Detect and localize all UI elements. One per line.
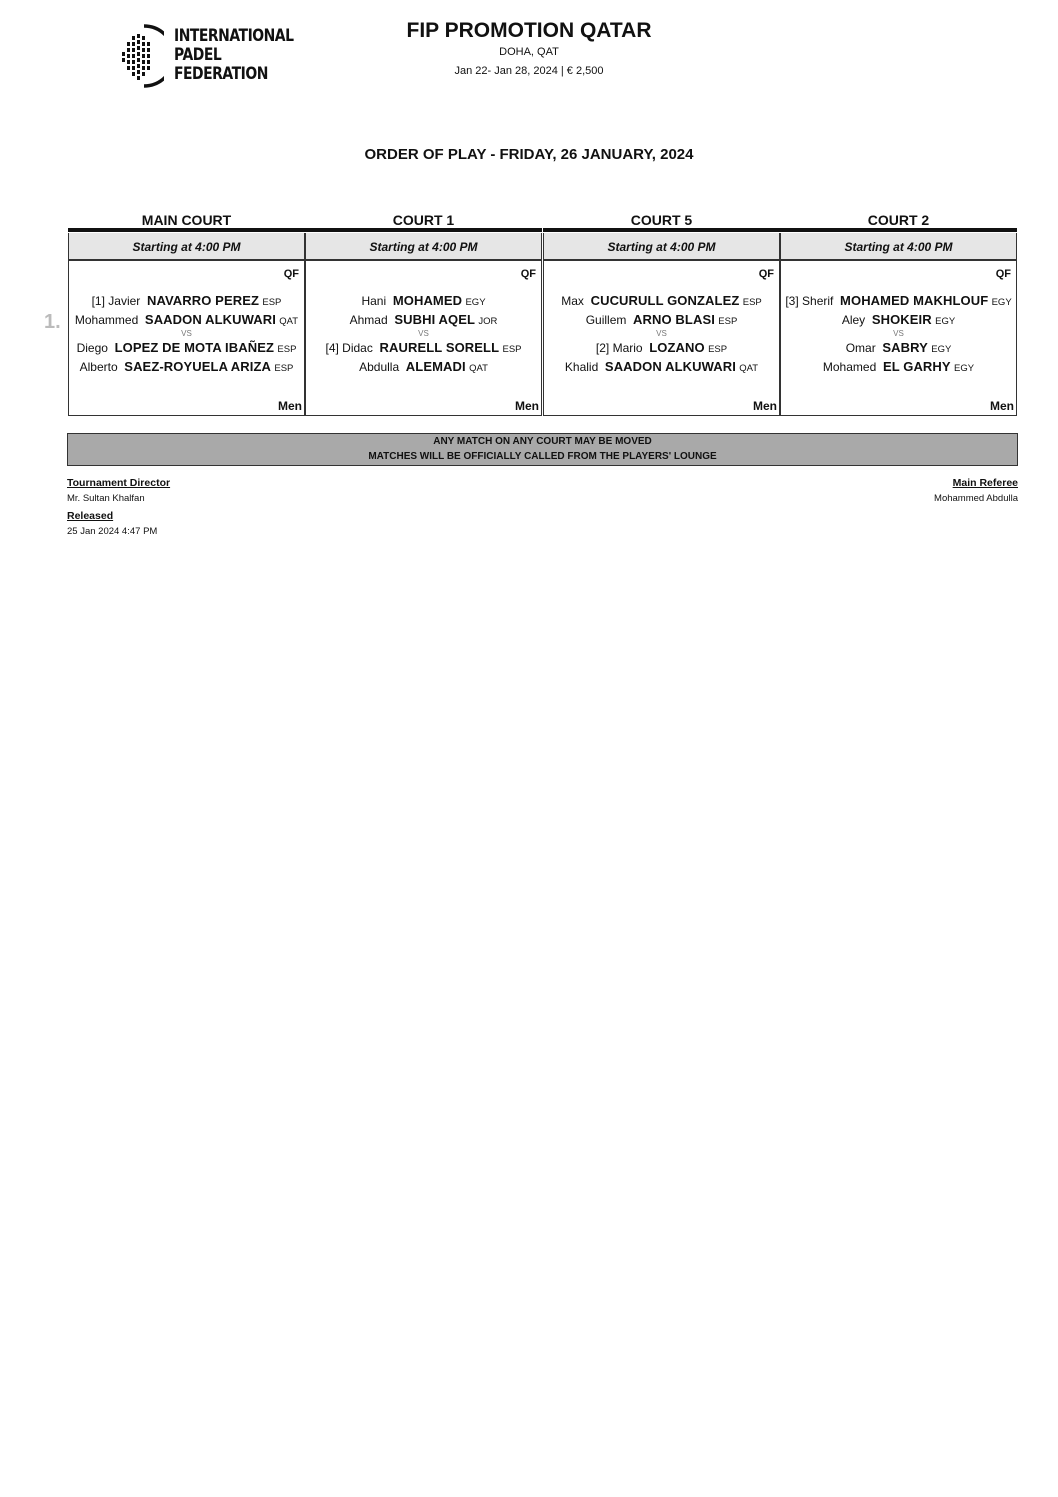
player-4: Khalid SAADON ALKUWARI QAT	[564, 359, 759, 374]
released-value: 25 Jan 2024 4:47 PM	[67, 526, 158, 537]
court-name: MAIN COURT	[141, 212, 232, 228]
match-round: QF	[283, 268, 299, 280]
player-1: [3] Sherif MOHAMED MAKHLOUF EGY	[785, 293, 1012, 308]
player-1: Hani MOHAMED EGY	[361, 293, 486, 308]
court-divider	[780, 228, 1017, 232]
match-card[interactable]	[68, 260, 305, 416]
start-time: Starting at 4:00 PM	[305, 233, 542, 260]
tournament-location: DOHA, QAT	[499, 46, 559, 58]
court-divider	[543, 228, 780, 232]
start-time: Starting at 4:00 PM	[68, 233, 305, 260]
tournament-title: FIP PROMOTION QATAR	[406, 19, 652, 42]
vs-label: VS	[418, 329, 429, 338]
player-4: Mohamed EL GARHY EGY	[822, 359, 975, 374]
court-divider	[68, 228, 305, 232]
match-round: QF	[758, 268, 774, 280]
match-card[interactable]	[780, 260, 1017, 416]
player-1: [1] Javier NAVARRO PEREZ ESP	[91, 293, 282, 308]
player-2: Aley SHOKEIR EGY	[841, 312, 956, 327]
player-2: Mohammed SAADON ALKUWARI QAT	[74, 312, 299, 327]
vs-label: VS	[656, 329, 667, 338]
player-4: Abdulla ALEMADI QAT	[359, 359, 488, 374]
player-3: Diego LOPEZ DE MOTA IBAÑEZ ESP	[76, 340, 297, 355]
logo-line-3: FEDERATION	[174, 64, 268, 84]
director-label: Tournament Director	[67, 477, 171, 489]
player-2: Ahmad SUBHI AQEL JOR	[349, 312, 498, 327]
logo-line-1: INTERNATIONAL	[174, 26, 294, 46]
row-number: 1.	[44, 311, 61, 333]
match-round: QF	[995, 268, 1011, 280]
player-3: [4] Didac RAURELL SORELL ESP	[325, 340, 522, 355]
court-name: COURT 2	[867, 212, 930, 228]
logo-line-2: PADEL	[174, 45, 222, 65]
match-category: Men	[515, 399, 539, 413]
director-name: Mr. Sultan Khalfan	[67, 493, 145, 504]
notice-line-1: ANY MATCH ON ANY COURT MAY BE MOVED	[433, 436, 652, 447]
start-time: Starting at 4:00 PM	[543, 233, 780, 260]
start-time: Starting at 4:00 PM	[780, 233, 1017, 260]
referee-label: Main Referee	[952, 477, 1018, 489]
match-round: QF	[520, 268, 536, 280]
vs-label: VS	[893, 329, 904, 338]
player-1: Max CUCURULL GONZALEZ ESP	[561, 293, 762, 308]
released-label: Released	[67, 510, 114, 522]
vs-label: VS	[181, 329, 192, 338]
match-category: Men	[990, 399, 1014, 413]
player-3: Omar SABRY EGY	[845, 340, 952, 355]
referee-name: Mohammed Abdulla	[934, 493, 1018, 504]
match-card[interactable]	[305, 260, 542, 416]
player-3: [2] Mario LOZANO ESP	[595, 340, 728, 355]
match-card[interactable]	[543, 260, 780, 416]
court-name: COURT 1	[392, 212, 455, 228]
order-of-play-heading: ORDER OF PLAY - FRIDAY, 26 JANUARY, 2024	[364, 146, 694, 163]
court-name: COURT 5	[630, 212, 693, 228]
match-category: Men	[753, 399, 777, 413]
player-2: Guillem ARNO BLASI ESP	[585, 312, 738, 327]
match-category: Men	[278, 399, 302, 413]
tournament-dates-prize: Jan 22- Jan 28, 2024 | € 2,500	[454, 65, 604, 77]
notice-line-2: MATCHES WILL BE OFFICIALLY CALLED FROM THE PLAYERS' LOUNGE	[368, 451, 717, 462]
player-4: Alberto SAEZ-ROYUELA ARIZA ESP	[79, 359, 294, 374]
court-divider	[305, 228, 542, 232]
notice-banner	[67, 433, 1018, 466]
